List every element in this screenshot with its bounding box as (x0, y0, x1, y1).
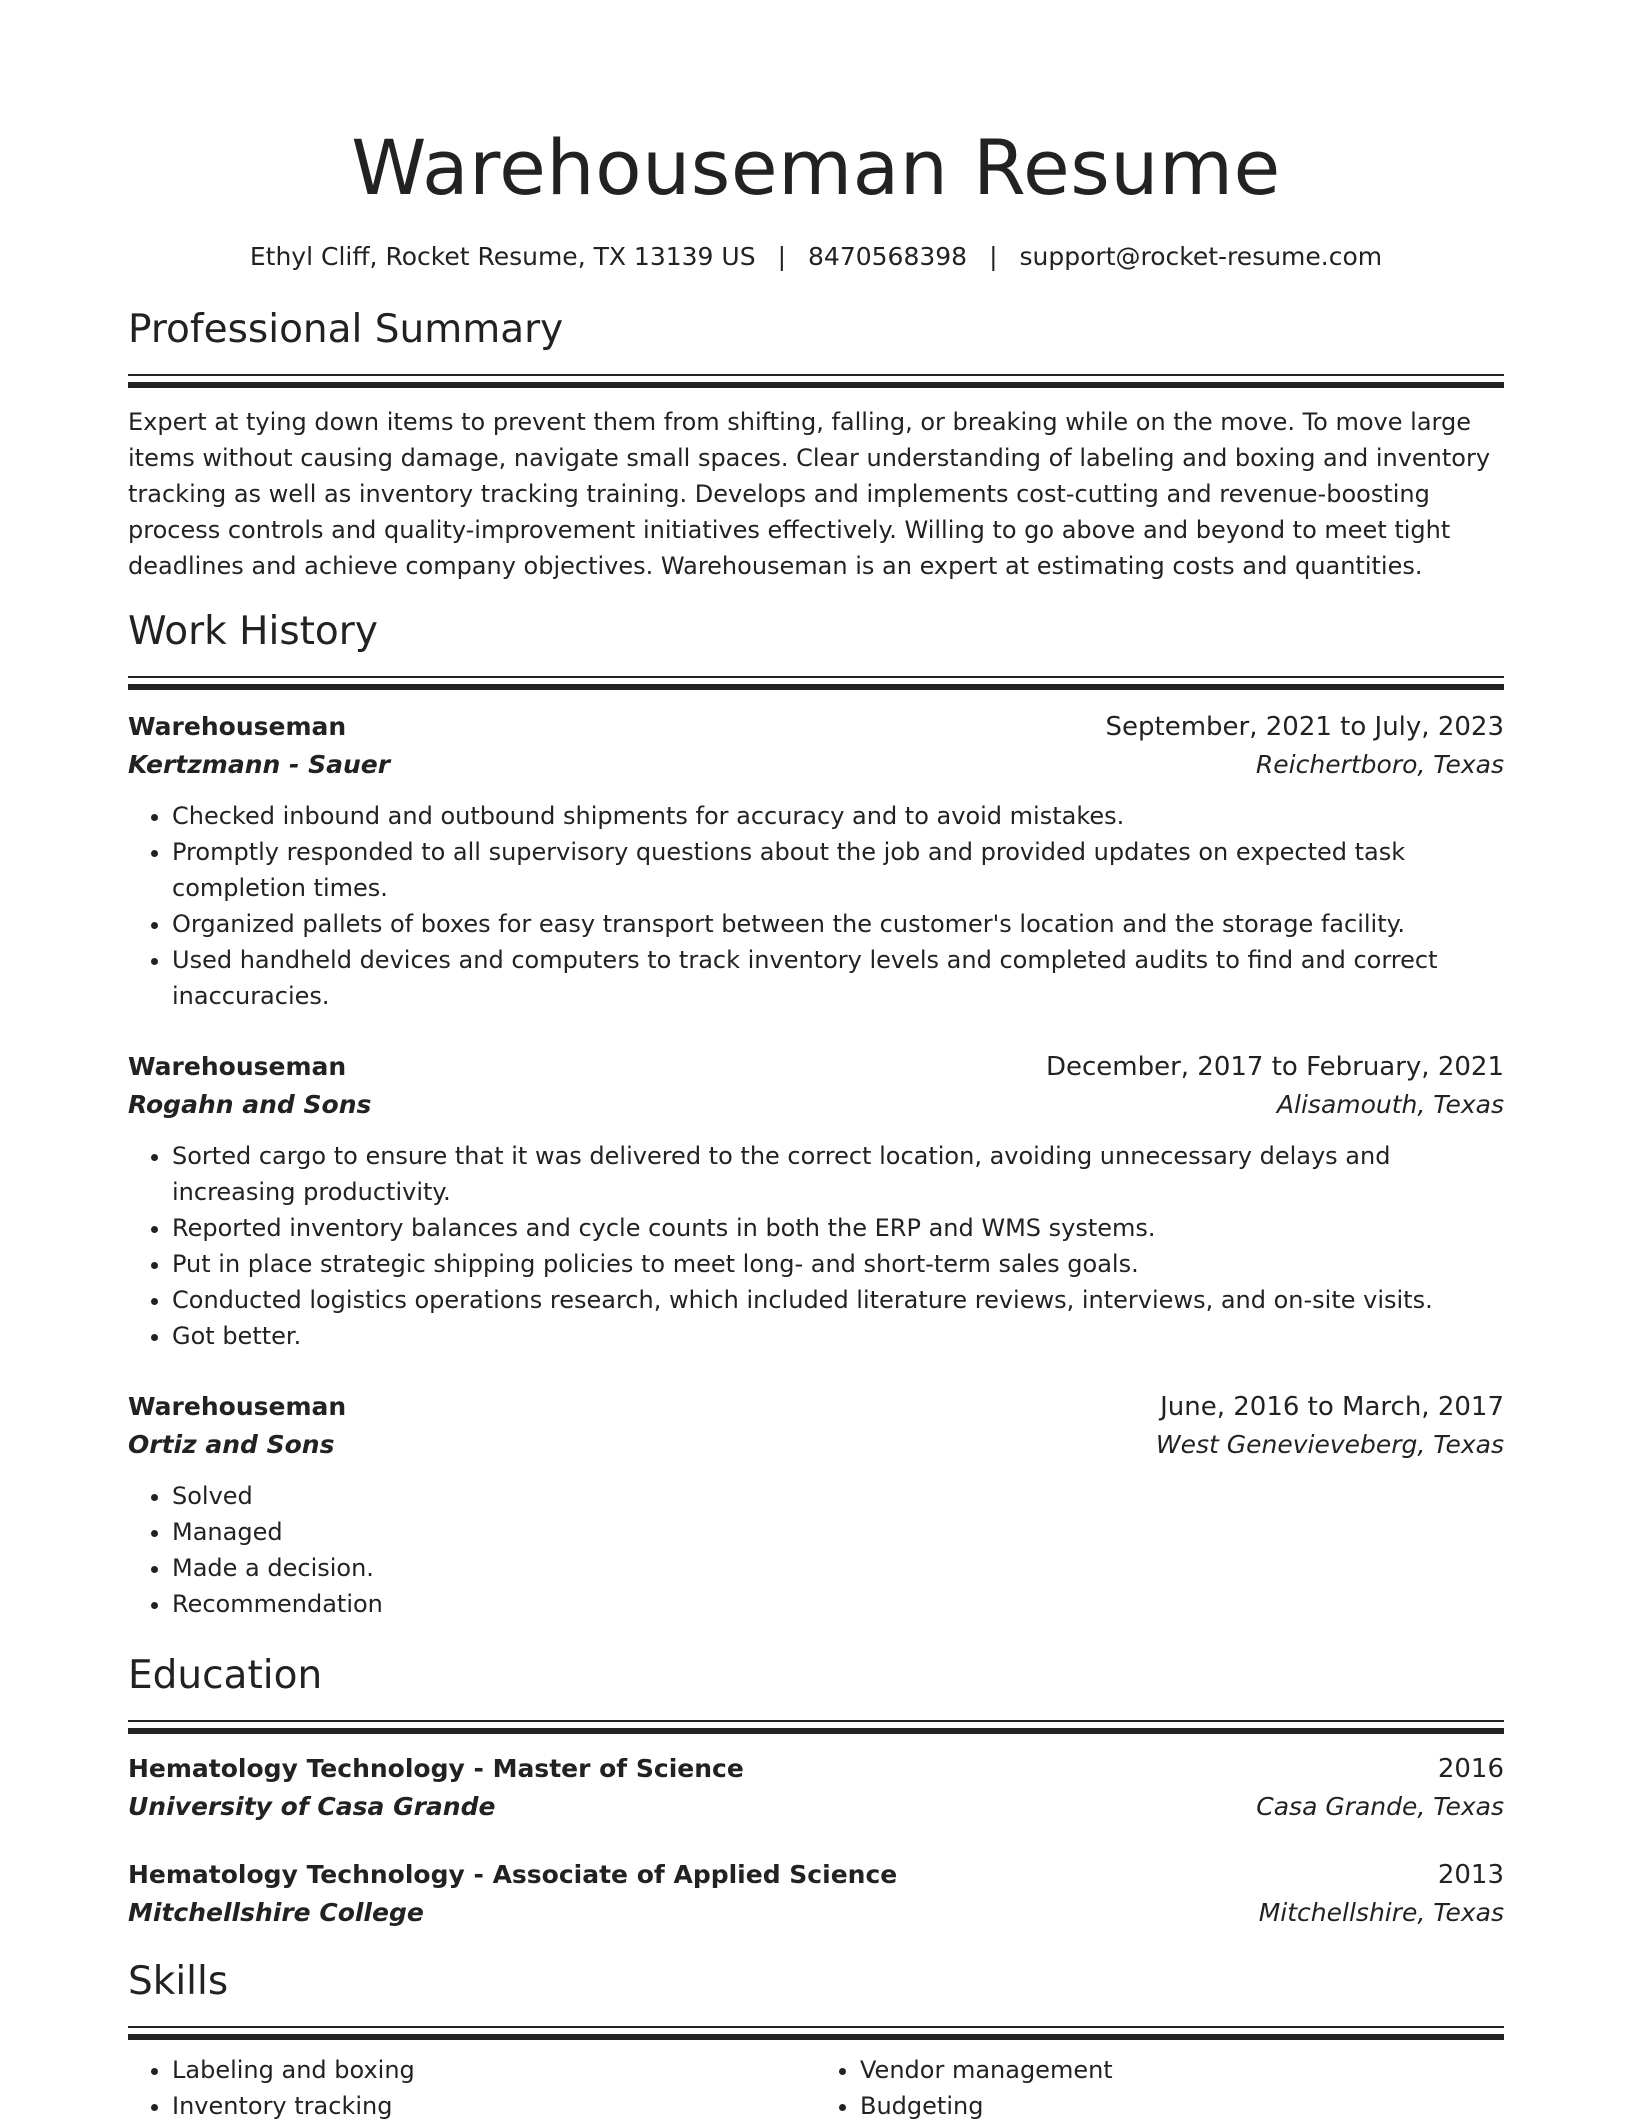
section-heading-education: Education (128, 1653, 323, 1698)
education-entry (128, 1750, 1504, 1826)
bullet-item: • Conducted logistics operations research, which included literature reviews, interviews, and on-site visits. (172, 1282, 1504, 1318)
job-title: Warehouseman (128, 1052, 347, 1081)
section-heading-skills: Skills (128, 1959, 229, 2004)
job-company: Kertzmann - Sauer (128, 750, 391, 779)
bullet-item: • Checked inbound and outbound shipments for accuracy and to avoid mistakes. (172, 798, 1504, 834)
degree-title: Hematology Technology - Master of Science (128, 1754, 744, 1783)
contact-address: Ethyl Cliff, Rocket Resume, TX 13139 US (249, 242, 756, 271)
degree-year: 2013 (1437, 1860, 1504, 1890)
contact-email[interactable]: support@rocket-resume.com (1019, 242, 1383, 271)
bullet-item: • Made a decision. (172, 1550, 1504, 1586)
bullet-item: • Recommendation (172, 1586, 1504, 1622)
education-entry (128, 1856, 1504, 1932)
job-location: Reichertboro, Texas (1255, 750, 1504, 779)
bullet-item: • Managed (172, 1514, 1504, 1550)
skill-item: • Inventory tracking (172, 2088, 816, 2124)
school-location: Mitchellshire, Texas (1258, 1898, 1504, 1927)
contact-separator: | (989, 242, 998, 271)
job-location: West Genevieveberg, Texas (1155, 1430, 1504, 1459)
job-entry (128, 708, 1504, 1014)
job-bullets (128, 798, 1504, 1014)
contact-phone: 8470568398 (808, 242, 968, 271)
contact-separator: | (777, 242, 787, 271)
job-entry (128, 1388, 1504, 1622)
section-divider (128, 2026, 1504, 2040)
job-bullets (128, 1478, 1504, 1622)
job-title: Warehouseman (128, 712, 347, 741)
skill-item: • Vendor management (860, 2052, 1504, 2088)
resume-title: Warehouseman Resume (351, 123, 1281, 212)
bullet-item: • Promptly responded to all supervisory questions about the job and provided updates on expected task completion times. (172, 834, 1504, 906)
summary-paragraph: Expert at tying down items to prevent them from shifting, falling, or breaking while on the move. To move large items without causing damage, navigate small spaces. Clear understanding of labeling and boxing and inventory tracking as well as inventory tracking training. Develops and implements cost-cutting and revenue-boosting process controls and quality-improvement initiatives effectively. Willing to go above and beyond to meet tight deadlines and achieve company objectives. Warehouseman is an expert at estimating costs and quantities. (128, 408, 1491, 580)
job-title: Warehouseman (128, 1392, 347, 1421)
job-dates: June, 2016 to March, 2017 (1160, 1392, 1504, 1422)
section-heading-summary: Professional Summary (128, 307, 564, 352)
bullet-item: • Sorted cargo to ensure that it was delivered to the correct location, avoiding unnecessary delays and increasing productivity. (172, 1138, 1504, 1210)
bullet-item: • Used handheld devices and computers to track inventory levels and completed audits to find and correct inaccuracies. (172, 942, 1504, 1014)
job-entry (128, 1048, 1504, 1354)
degree-title: Hematology Technology - Associate of Applied Science (128, 1860, 898, 1889)
bullet-item: • Put in place strategic shipping policies to meet long- and short-term sales goals. (172, 1246, 1504, 1282)
skill-item: • Labeling and boxing (172, 2052, 816, 2088)
skills-list-left (128, 2052, 816, 2124)
summary-section (128, 304, 1504, 584)
job-location: Alisamouth, Texas (1276, 1090, 1504, 1119)
education-section (128, 1650, 1504, 1932)
school-location: Casa Grande, Texas (1256, 1792, 1504, 1821)
bullet-item: • Got better. (172, 1318, 1504, 1354)
school-name: Mitchellshire College (128, 1898, 424, 1927)
section-divider (128, 676, 1504, 690)
job-dates: September, 2021 to July, 2023 (1105, 712, 1504, 742)
section-divider (128, 374, 1504, 388)
job-dates: December, 2017 to February, 2021 (1045, 1052, 1504, 1082)
job-bullets (128, 1138, 1504, 1354)
bullet-item: • Organized pallets of boxes for easy transport between the customer's location and the storage facility. (172, 906, 1504, 942)
contact-line (128, 240, 1504, 274)
skills-section (128, 1956, 1504, 2124)
job-company: Ortiz and Sons (128, 1430, 335, 1459)
section-divider (128, 1720, 1504, 1734)
section-heading-work: Work History (128, 609, 378, 654)
degree-year: 2016 (1437, 1754, 1504, 1784)
skills-columns (128, 2052, 1504, 2124)
skill-item: • Budgeting (860, 2088, 1504, 2124)
bullet-item: • Solved (172, 1478, 1504, 1514)
school-name: University of Casa Grande (128, 1792, 496, 1821)
work-history-section (128, 606, 1504, 1622)
job-company: Rogahn and Sons (128, 1090, 372, 1119)
skills-list-right (816, 2052, 1504, 2124)
bullet-item: • Reported inventory balances and cycle counts in both the ERP and WMS systems. (172, 1210, 1504, 1246)
